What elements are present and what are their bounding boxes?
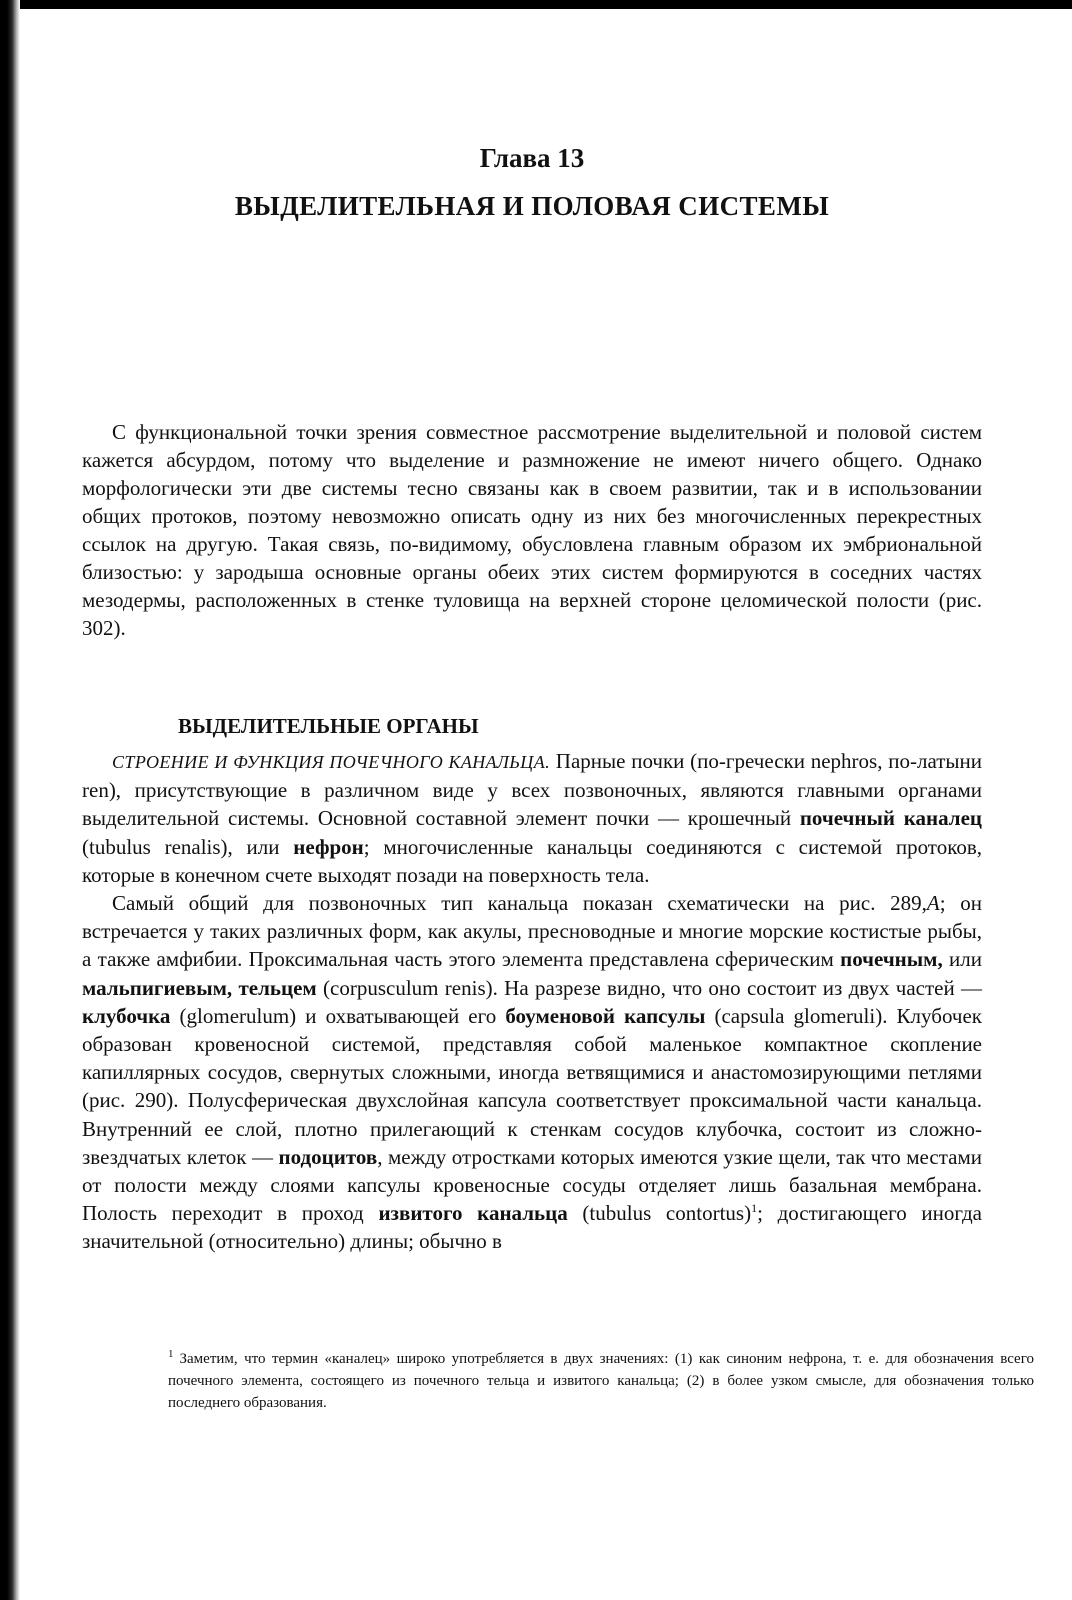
- section-body: [82, 747, 982, 1256]
- text-run: ; он встречается у таких различных форм, как акулы, пресноводные и многие морские костистые рыбы, а также амфибии. Проксимальная часть этого элемента представлена сферическим: [82, 891, 982, 972]
- scan-border-left: [0, 0, 20, 1600]
- text-run: Парные почки (по-гречески nephros, по-латыни ren), присутствующие в различном виде у всех позвоночных, являются главными органами выделительной системы. Основной составной элемент почки — крошечный: [82, 749, 982, 831]
- text-run: (capsula glomeruli). Клубочек образован кровеносной системой, представляя собой маленькое компактное скопление капиллярных сосудов, свернутых сложными, иногда ветвящимися и анастомозирующими петлями (рис. 290). Полусферическая двухслойная капсула соответствует проксимальной части канальца. Внутренний ее слой, плотно прилегающий к стенкам сосудов клубочка, состоит из сложно-звездчатых клеток —: [82, 1003, 982, 1169]
- term-bold: мальпигиевым, тельцем: [82, 975, 317, 1000]
- text-run: (corpusculum renis). На разрезе видно, что оно состоит из двух частей —: [316, 975, 982, 1000]
- body-paragraph-2: [82, 889, 982, 1256]
- book-page: [82, 0, 1034, 1600]
- chapter-title: ВЫДЕЛИТЕЛЬНАЯ И ПОЛОВАЯ СИСТЕМЫ: [234, 191, 830, 221]
- figure-letter: А: [926, 891, 940, 916]
- intro-paragraph: С функциональной точки зрения совместное рассмотрение выделительной и половой систем кажется абсурдом, потому что выделение и размножение не имеют ничего общего. Однако морфологически эти две системы тесно связаны как в своем развитии, так и в использовании общих протоков, поэтому невозможно описать одну из них без многочисленных перекрестных ссылок на другую. Такая связь, по-видимому, обусловлена главным образом их эмбриональной близостью: у зародыша основные органы обеих этих систем формируются в соседних частях мезодермы, расположенных в стенке туловища на верхней стороне целомической полости (рис. 302).: [82, 420, 982, 640]
- text-run: или: [942, 947, 982, 972]
- term-bold: почечным,: [840, 947, 943, 972]
- term-bold: клубочка: [82, 1003, 171, 1028]
- body-paragraph-1: [82, 747, 982, 889]
- term-bold: нефрон: [293, 834, 364, 859]
- text-run: Самый общий для позвоночных тип канальца показан схематически на рис. 289,: [112, 891, 927, 916]
- text-run: (tubulus renalis), или: [82, 834, 294, 859]
- footnote-reference: 1: [751, 1201, 758, 1216]
- text-run: ; достигающего иногда значительной (относительно) длины; обычно в: [82, 1201, 982, 1254]
- text-run: ; многочисленные канальцы соединяются с системой протоков, которые в конечном счете выходят позади на поверхность тела.: [82, 834, 983, 887]
- section-heading: ВЫДЕЛИТЕЛЬНЫЕ ОРГАНЫ: [178, 714, 479, 738]
- term-bold: извитого канальца: [378, 1201, 568, 1226]
- text-run: (tubulus contortus): [567, 1201, 752, 1226]
- term-bold: боуменовой капсулы: [505, 1003, 706, 1028]
- runin-heading: СТРОЕНИЕ И ФУНКЦИЯ ПОЧЕЧНОГО КАНАЛЬЦА.: [112, 752, 551, 772]
- text-run: , между отростками которых имеются узкие щели, так что местами от полости между слоями капсулы кровеносные сосуды отделяет лишь базальная мембрана. Полость переходит в проход: [82, 1144, 982, 1226]
- chapter-label: Глава 13: [479, 143, 585, 173]
- text-run: (glomerulum) и охватывающей его: [170, 1003, 506, 1028]
- term-bold: почечный каналец: [799, 806, 982, 831]
- term-bold: подоцитов: [278, 1144, 378, 1169]
- footnote: [168, 1348, 1034, 1414]
- footnote-mark: 1: [168, 1348, 174, 1360]
- footnote-text: Заметим, что термин «каналец» широко употребляется в двух значениях: (1) как синоним нефрона, т. е. для обозначения всего почечного элемента, состоящего из почечного тельца и извитого канальца; (2) в более узком смысле, для обозначения только последнего образования.: [168, 1351, 1034, 1411]
